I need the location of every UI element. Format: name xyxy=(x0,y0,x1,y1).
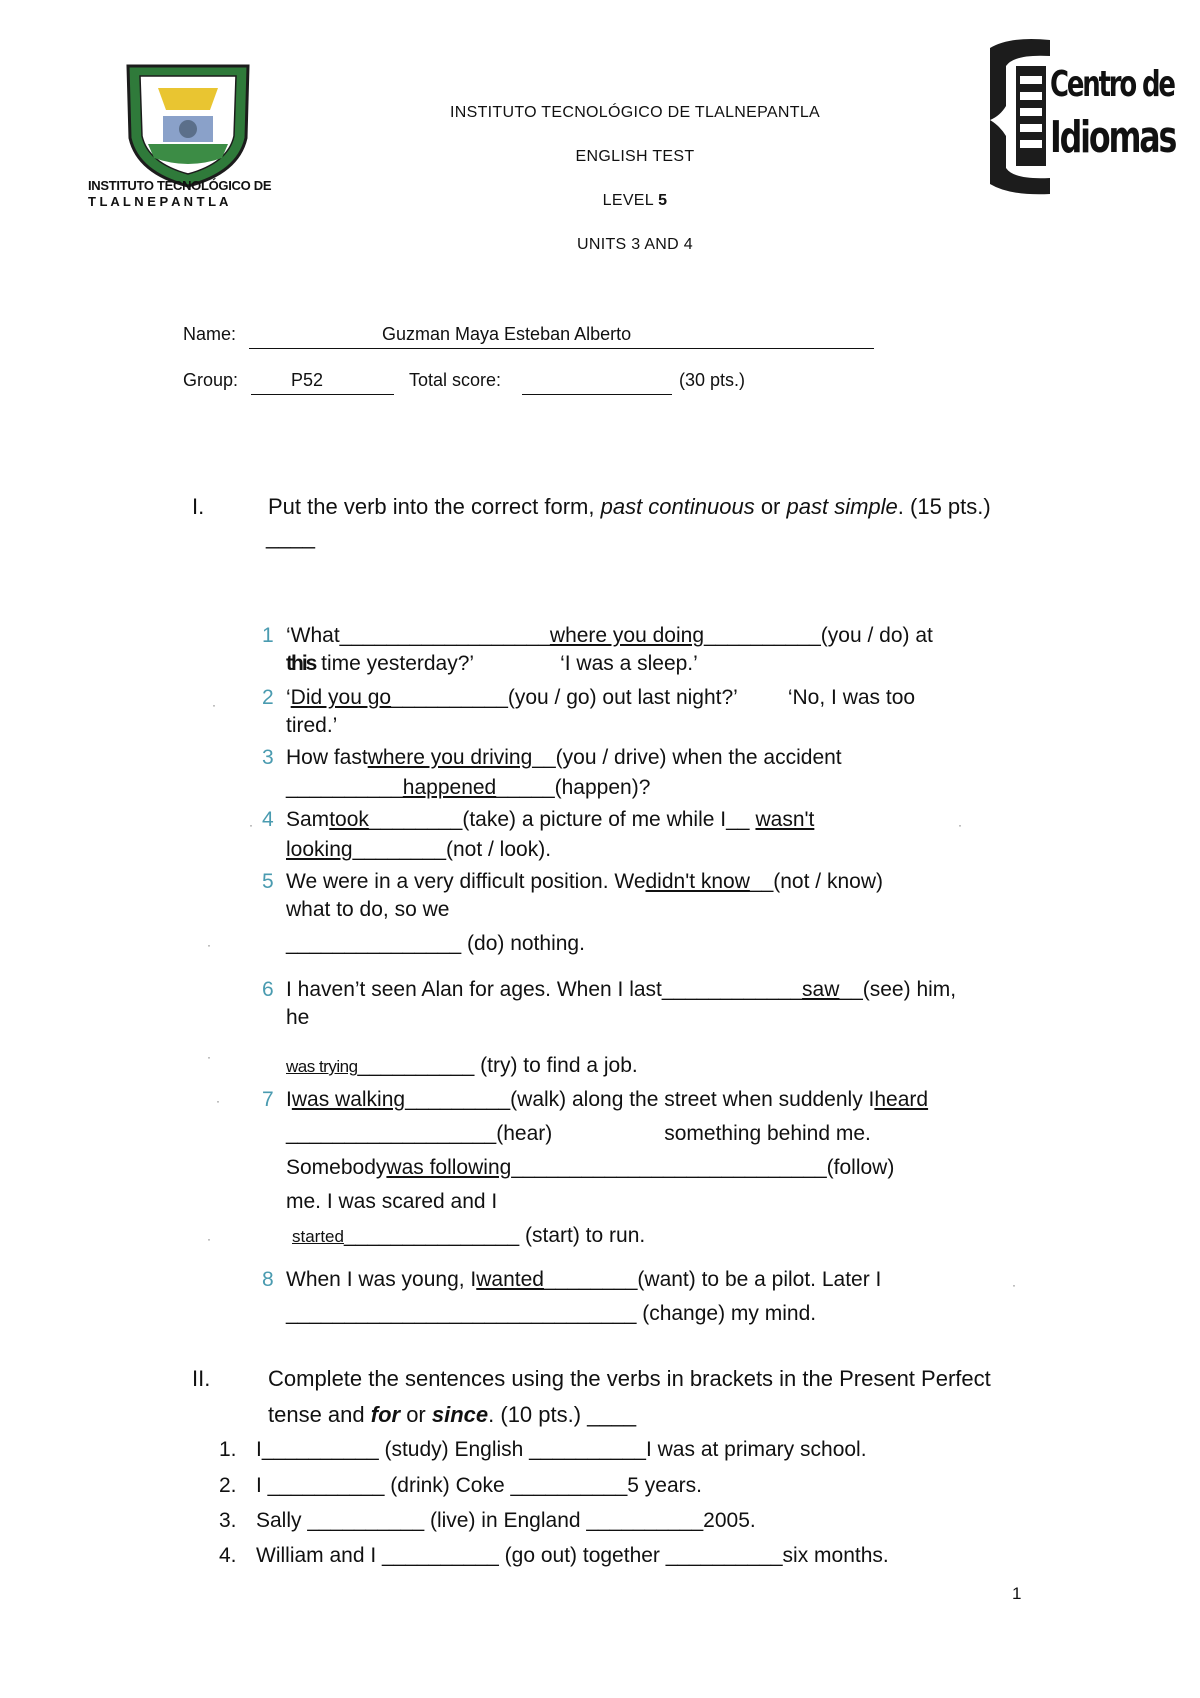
level-number: 5 xyxy=(658,192,668,209)
answer[interactable]: was trying xyxy=(286,1057,358,1076)
item-number: 3 xyxy=(262,746,274,769)
answer[interactable]: where you driving xyxy=(367,746,533,769)
item-text: _______________ (start) to run. xyxy=(343,1224,646,1247)
section1-score-blank[interactable]: ____ xyxy=(266,524,315,549)
item1-line2 xyxy=(286,652,698,676)
item-text: _____(happen)? xyxy=(496,776,651,799)
answer[interactable]: Did you go xyxy=(290,686,392,709)
item7-line3 xyxy=(286,1156,894,1180)
margin-dot: · xyxy=(207,1050,211,1064)
list-item: I __________ (drink) Coke __________5 years. xyxy=(256,1474,702,1497)
item-text: ________(take) a picture of me while I__ xyxy=(368,808,750,831)
answer[interactable]: saw xyxy=(802,978,840,1001)
total-score-field[interactable] xyxy=(522,368,672,395)
logo-right-line2: Idiomas xyxy=(1050,112,1176,163)
answer[interactable]: started xyxy=(292,1227,344,1246)
item-text: __(you / drive) when the accident xyxy=(532,746,842,769)
item6-line1 xyxy=(286,978,956,1002)
item-number: 8 xyxy=(262,1268,274,1291)
answer[interactable]: looking xyxy=(286,838,353,861)
answer[interactable]: where you doing xyxy=(549,624,705,647)
item-text: __________ (try) to find a job. xyxy=(357,1054,638,1077)
item-text: When I was young, I xyxy=(286,1268,477,1291)
item-text: __________(you / go) out last night?’ xyxy=(391,686,738,709)
item-number: 1 xyxy=(262,624,274,647)
answer[interactable]: took xyxy=(329,808,369,831)
item4-line1 xyxy=(286,808,814,832)
item7-line5 xyxy=(286,1224,645,1248)
name-field[interactable] xyxy=(249,322,874,349)
answer[interactable]: was following xyxy=(386,1156,512,1179)
list-item-number: 2. xyxy=(219,1474,237,1497)
item-number: 5 xyxy=(262,870,274,893)
total-points: (30 pts.) xyxy=(679,370,746,390)
section1-roman: I. xyxy=(192,494,205,519)
margin-dot: · xyxy=(212,698,216,712)
item-text: ________(not / look). xyxy=(352,838,552,861)
units-title: UNITS 3 AND 4 xyxy=(577,236,693,253)
instr-italic: past continuous xyxy=(600,494,755,519)
group-field[interactable] xyxy=(251,368,394,395)
item5-line1 xyxy=(286,870,883,894)
answer[interactable]: happened xyxy=(402,776,497,799)
margin-dot: · xyxy=(216,1094,220,1108)
item6-line2: he xyxy=(286,1006,310,1029)
item-text: We were in a very difficult position. We xyxy=(286,870,646,893)
institute-title: INSTITUTO TECNOLÓGICO DE TLALNEPANTLA xyxy=(450,104,820,121)
list-item: William and I __________ (go out) together __________six months. xyxy=(256,1544,889,1567)
shield-emblem xyxy=(118,58,258,188)
instr-part: tense and xyxy=(268,1402,371,1427)
item-text: ___________________________(follow) xyxy=(511,1156,895,1179)
item-text: I haven’t seen Alan for ages. When I last____________ xyxy=(286,978,803,1001)
item1-line1 xyxy=(286,624,933,648)
margin-dot: · xyxy=(207,938,211,952)
answer[interactable]: wanted xyxy=(476,1268,544,1291)
item-text: ‘I was a sleep.’ xyxy=(560,652,698,675)
item-text: __(see) him, xyxy=(839,978,957,1001)
list-item: Sally __________ (live) in England __________2005. xyxy=(256,1509,756,1532)
test-title: ENGLISH TEST xyxy=(575,148,695,165)
item-text: ‘ xyxy=(286,686,291,709)
section2-instructions-line2 xyxy=(268,1402,636,1428)
instr-italic: past simple xyxy=(786,494,898,519)
margin-dot: · xyxy=(958,818,962,832)
instr-part: . (10 pts.) ____ xyxy=(488,1402,637,1427)
total-score-label: Total score: xyxy=(409,370,502,390)
name-label: Name: xyxy=(183,324,237,344)
item-text: ________(want) to be a pilot. Later I xyxy=(543,1268,882,1291)
instr-part: Put the verb into the correct form, xyxy=(268,494,601,519)
item-text: Somebody xyxy=(286,1156,387,1179)
list-item-number: 4. xyxy=(219,1544,237,1567)
item-text: this xyxy=(286,652,316,675)
item-text: Sam xyxy=(286,808,330,831)
list-item-number: 1. xyxy=(219,1438,237,1461)
item2-line2: tired.’ xyxy=(286,714,338,737)
answer[interactable]: heard xyxy=(874,1088,929,1111)
item3-line1 xyxy=(286,746,842,770)
margin-dot: · xyxy=(207,1232,211,1246)
item-text: __(not / know) xyxy=(749,870,883,893)
logo-right-line1: Centro de xyxy=(1050,64,1174,105)
instr-part: or xyxy=(400,1402,432,1427)
item7-line2 xyxy=(286,1122,871,1146)
item-text: __________________(hear) xyxy=(286,1122,553,1145)
section2-instructions-line1: Complete the sentences using the verbs in brackets in the Present Perfect xyxy=(268,1366,991,1391)
item8-line1 xyxy=(286,1268,881,1292)
name-value: Guzman Maya Esteban Alberto xyxy=(382,324,632,344)
margin-dot: · xyxy=(1012,1278,1016,1292)
instr-part: or xyxy=(754,494,787,519)
item-number: 6 xyxy=(262,978,274,1001)
instr-bold: since xyxy=(431,1402,489,1427)
item3-line2 xyxy=(286,776,650,800)
list-item-number: 3. xyxy=(219,1509,237,1532)
list-item: I__________ (study) English __________I was at primary school. xyxy=(256,1438,867,1461)
item-text: _________(walk) along the street when suddenly I xyxy=(405,1088,875,1111)
item8-line2: ______________________________ (change) my mind. xyxy=(286,1302,817,1325)
item-number: 2 xyxy=(262,686,274,709)
group-label: Group: xyxy=(183,370,239,390)
item-text: time yesterday?’ xyxy=(315,652,475,675)
item-text: ‘No, I was too xyxy=(787,686,916,709)
item-number: 7 xyxy=(262,1088,274,1111)
item-text: __________(you / do) at xyxy=(704,624,933,647)
item4-line2 xyxy=(286,838,551,862)
page-number: 1 xyxy=(1012,1584,1022,1603)
item5-line2: what to do, so we xyxy=(286,898,450,921)
item-text: I xyxy=(286,1088,292,1111)
margin-dot: · xyxy=(249,818,253,832)
answer[interactable]: was walking xyxy=(291,1088,406,1111)
item-text: ‘What__________________ xyxy=(286,624,550,647)
item-number: 4 xyxy=(262,808,274,831)
item-text: How fast xyxy=(286,746,368,769)
logo-left-line2: T L A L N E P A N T L A xyxy=(88,194,229,209)
level-prefix: LEVEL xyxy=(602,192,659,209)
item5-line3: _______________ (do) nothing. xyxy=(286,932,585,955)
item2-line1 xyxy=(286,686,915,710)
item-text: something behind me. xyxy=(664,1122,871,1145)
answer[interactable]: didn't know xyxy=(645,870,750,893)
section2-roman: II. xyxy=(192,1366,211,1391)
instr-bold: for xyxy=(370,1402,401,1427)
section1-instructions xyxy=(268,494,991,520)
instr-part: . (15 pts.) xyxy=(897,494,991,519)
level-title xyxy=(0,192,1200,210)
item6-line3 xyxy=(286,1054,638,1078)
answer[interactable]: wasn't xyxy=(755,808,815,831)
item-text: __________ xyxy=(286,776,403,799)
logo-left-line1: INSTITUTO TECNOLÓGICO DE xyxy=(88,178,272,193)
group-value: P52 xyxy=(291,370,324,390)
item7-line1 xyxy=(286,1088,928,1112)
item7-line4: me. I was scared and I xyxy=(286,1190,498,1213)
